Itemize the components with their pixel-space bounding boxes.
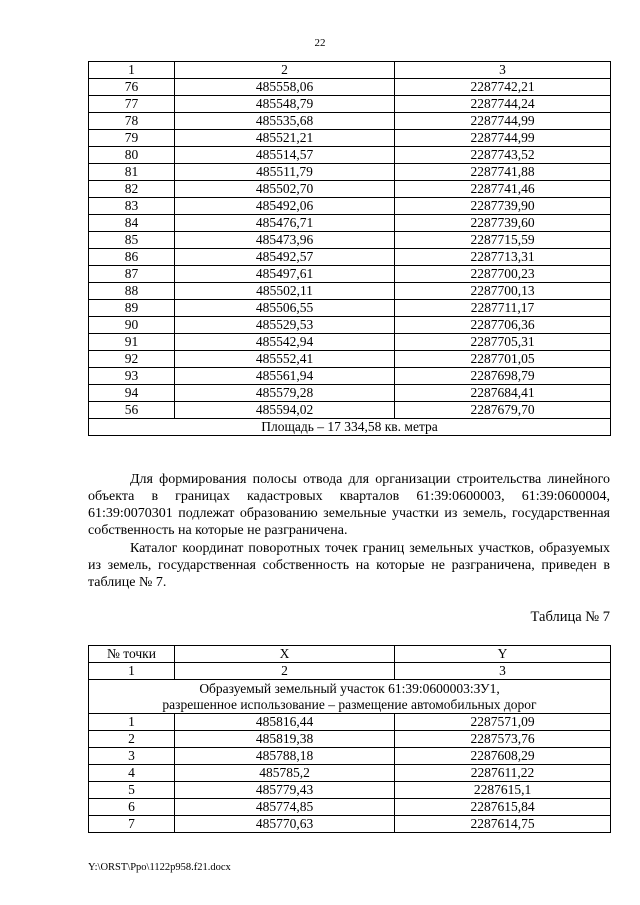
y-coordinate-cell: 2287700,23 xyxy=(395,266,611,283)
point-number-cell: 6 xyxy=(89,799,175,816)
x-coordinate-cell: 485506,55 xyxy=(175,300,395,317)
y-coordinate-cell: 2287615,1 xyxy=(395,782,611,799)
point-number-cell: 84 xyxy=(89,215,175,232)
y-coordinate-cell: 2287698,79 xyxy=(395,368,611,385)
group-cell xyxy=(89,680,611,714)
point-number-cell: 87 xyxy=(89,266,175,283)
table-row xyxy=(89,215,611,232)
table-header-row xyxy=(89,62,611,79)
table-row xyxy=(89,799,611,816)
y-coordinate-cell: 2287700,13 xyxy=(395,283,611,300)
point-number-cell: 90 xyxy=(89,317,175,334)
point-number-cell: 76 xyxy=(89,79,175,96)
coordinates-table-continued xyxy=(88,61,611,436)
point-number-cell: 1 xyxy=(89,714,175,731)
point-number-cell: 83 xyxy=(89,198,175,215)
x-coordinate-cell: 485552,41 xyxy=(175,351,395,368)
group-subtitle: разрешенное использование – размещение автомобильных дорог xyxy=(162,696,537,712)
x-coordinate-cell: 485511,79 xyxy=(175,164,395,181)
x-coordinate-cell: 485548,79 xyxy=(175,96,395,113)
y-coordinate-cell: 2287744,24 xyxy=(395,96,611,113)
x-coordinate-cell: 485594,02 xyxy=(175,402,395,419)
coordinates-table-7 xyxy=(88,645,611,833)
y-coordinate-cell: 2287743,52 xyxy=(395,147,611,164)
numbering-cell: 3 xyxy=(395,663,611,680)
y-coordinate-cell: 2287706,36 xyxy=(395,317,611,334)
y-coordinate-cell: 2287739,90 xyxy=(395,198,611,215)
x-coordinate-cell: 485473,96 xyxy=(175,232,395,249)
header-cell-y: Y xyxy=(395,646,611,663)
x-coordinate-cell: 485521,21 xyxy=(175,130,395,147)
point-number-cell: 77 xyxy=(89,96,175,113)
point-number-cell: 92 xyxy=(89,351,175,368)
x-coordinate-cell: 485497,61 xyxy=(175,266,395,283)
x-coordinate-cell: 485535,68 xyxy=(175,113,395,130)
y-coordinate-cell: 2287744,99 xyxy=(395,130,611,147)
point-number-cell: 5 xyxy=(89,782,175,799)
y-coordinate-cell: 2287615,84 xyxy=(395,799,611,816)
y-coordinate-cell: 2287705,31 xyxy=(395,334,611,351)
x-coordinate-cell: 485476,71 xyxy=(175,215,395,232)
x-coordinate-cell: 485788,18 xyxy=(175,748,395,765)
table-row xyxy=(89,232,611,249)
y-coordinate-cell: 2287611,22 xyxy=(395,765,611,782)
x-coordinate-cell: 485816,44 xyxy=(175,714,395,731)
x-coordinate-cell: 485492,57 xyxy=(175,249,395,266)
numbering-cell: 2 xyxy=(175,663,395,680)
point-number-cell: 80 xyxy=(89,147,175,164)
point-number-cell: 85 xyxy=(89,232,175,249)
point-number-cell: 94 xyxy=(89,385,175,402)
y-coordinate-cell: 2287741,46 xyxy=(395,181,611,198)
x-coordinate-cell: 485779,43 xyxy=(175,782,395,799)
y-coordinate-cell: 2287608,29 xyxy=(395,748,611,765)
y-coordinate-cell: 2287614,75 xyxy=(395,816,611,833)
header-cell: 2 xyxy=(175,62,395,79)
x-coordinate-cell: 485542,94 xyxy=(175,334,395,351)
table-row xyxy=(89,283,611,300)
y-coordinate-cell: 2287742,21 xyxy=(395,79,611,96)
numbering-row xyxy=(89,663,611,680)
point-number-cell: 4 xyxy=(89,765,175,782)
x-coordinate-cell: 485774,85 xyxy=(175,799,395,816)
paragraph-formation: Для формирования полосы отвода для организации строительства линейного объекта в границах кадастровых кварталов 61:39:0600003, 61:39:0600004, 61:39:0070301 подлежат образованию земельные участки из земель, государственная собственность на которые не разграничена. xyxy=(88,472,610,538)
table-row xyxy=(89,402,611,419)
table-row xyxy=(89,198,611,215)
y-coordinate-cell: 2287684,41 xyxy=(395,385,611,402)
table-row xyxy=(89,249,611,266)
x-coordinate-cell: 485785,2 xyxy=(175,765,395,782)
x-coordinate-cell: 485558,06 xyxy=(175,79,395,96)
x-coordinate-cell: 485514,57 xyxy=(175,147,395,164)
y-coordinate-cell: 2287739,60 xyxy=(395,215,611,232)
y-coordinate-cell: 2287711,17 xyxy=(395,300,611,317)
area-row xyxy=(89,419,611,436)
x-coordinate-cell: 485579,28 xyxy=(175,385,395,402)
y-coordinate-cell: 2287744,99 xyxy=(395,113,611,130)
table-row xyxy=(89,317,611,334)
table-row xyxy=(89,79,611,96)
point-number-cell: 88 xyxy=(89,283,175,300)
point-number-cell: 3 xyxy=(89,748,175,765)
y-coordinate-cell: 2287571,09 xyxy=(395,714,611,731)
header-cell-point: № точки xyxy=(89,646,175,663)
point-number-cell: 81 xyxy=(89,164,175,181)
x-coordinate-cell: 485529,53 xyxy=(175,317,395,334)
table-row xyxy=(89,147,611,164)
numbering-cell: 1 xyxy=(89,663,175,680)
table-row xyxy=(89,385,611,402)
point-number-cell: 7 xyxy=(89,816,175,833)
point-number-cell: 79 xyxy=(89,130,175,147)
table-row xyxy=(89,266,611,283)
table-row xyxy=(89,748,611,765)
table-row xyxy=(89,300,611,317)
table-header-row xyxy=(89,646,611,663)
area-total-cell: Площадь – 17 334,58 кв. метра xyxy=(89,419,611,436)
point-number-cell: 2 xyxy=(89,731,175,748)
point-number-cell: 86 xyxy=(89,249,175,266)
header-cell: 1 xyxy=(89,62,175,79)
point-number-cell: 89 xyxy=(89,300,175,317)
table-row xyxy=(89,334,611,351)
point-number-cell: 93 xyxy=(89,368,175,385)
table-row xyxy=(89,765,611,782)
x-coordinate-cell: 485561,94 xyxy=(175,368,395,385)
point-number-cell: 78 xyxy=(89,113,175,130)
table-row xyxy=(89,113,611,130)
x-coordinate-cell: 485770,63 xyxy=(175,816,395,833)
table-row xyxy=(89,164,611,181)
y-coordinate-cell: 2287713,31 xyxy=(395,249,611,266)
group-title: Образуемый земельный участок 61:39:0600003:ЗУ1, xyxy=(199,680,500,696)
y-coordinate-cell: 2287679,70 xyxy=(395,402,611,419)
x-coordinate-cell: 485492,06 xyxy=(175,198,395,215)
table-row xyxy=(89,181,611,198)
group-row xyxy=(89,680,611,714)
file-path-footer: Y:\ORST\Ppo\1122p958.f21.docx xyxy=(88,862,231,873)
header-cell-x: X xyxy=(175,646,395,663)
header-cell: 3 xyxy=(395,62,611,79)
x-coordinate-cell: 485502,70 xyxy=(175,181,395,198)
table-caption: Таблица № 7 xyxy=(530,609,610,625)
table-row xyxy=(89,96,611,113)
table-row xyxy=(89,731,611,748)
table-row xyxy=(89,130,611,147)
x-coordinate-cell: 485502,11 xyxy=(175,283,395,300)
paragraph-catalog: Каталог координат поворотных точек границ земельных участков, образуемых из земель, государственная собственность на которые не разграничена, приведен в таблице № 7. xyxy=(88,541,610,590)
point-number-cell: 91 xyxy=(89,334,175,351)
table-row xyxy=(89,368,611,385)
table-row xyxy=(89,351,611,368)
page-number: 22 xyxy=(314,37,326,49)
y-coordinate-cell: 2287741,88 xyxy=(395,164,611,181)
x-coordinate-cell: 485819,38 xyxy=(175,731,395,748)
point-number-cell: 56 xyxy=(89,402,175,419)
y-coordinate-cell: 2287701,05 xyxy=(395,351,611,368)
y-coordinate-cell: 2287715,59 xyxy=(395,232,611,249)
y-coordinate-cell: 2287573,76 xyxy=(395,731,611,748)
table-row xyxy=(89,714,611,731)
table-row xyxy=(89,782,611,799)
table-row xyxy=(89,816,611,833)
point-number-cell: 82 xyxy=(89,181,175,198)
